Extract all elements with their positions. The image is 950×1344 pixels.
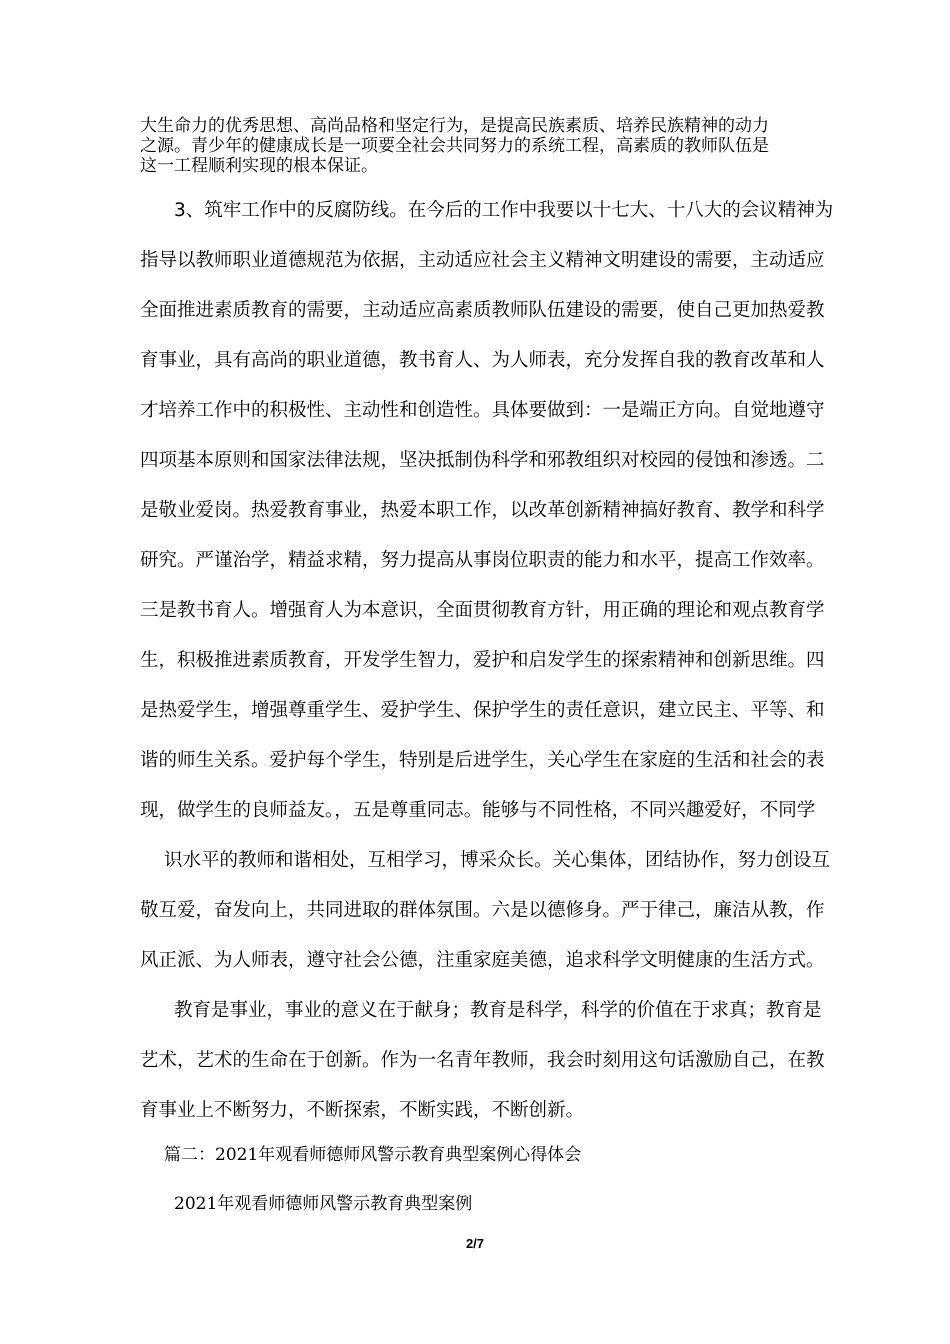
paragraph-line: 谐的师生关系。爱护每个学生，特别是后进学生，关心学生在家庭的生活和社会的表 [140, 750, 825, 771]
paragraph-line: 教育是事业，事业的意义在于献身；教育是科学，科学的价值在于求真；教育是 [174, 1000, 822, 1021]
paragraph-line: 是敬业爱岗。热爱教育事业，热爱本职工作，以改革创新精神搞好教育、教学和科学 [140, 500, 825, 521]
paragraph-line: 指导以教师职业道德规范为依据，主动适应社会主义精神文明建设的需要，主动适应 [140, 250, 825, 271]
paragraph-line: 是热爱学生，增强尊重学生、爱护学生、保护学生的责任意识，建立民主、平等、和 [140, 700, 825, 721]
intro-line-3: 这一工程顺利实现的根本保证。 [140, 156, 378, 176]
paragraph-line: 识水平的教师和谐相处，互相学习，博采众长。关心集体，团结协作，努力创设互 [164, 850, 831, 871]
paragraph-line: 生，积极推进素质教育，开发学生智力，爱护和启发学生的探索精神和创新思维。四 [140, 650, 825, 671]
intro-line-2: 之源。青少年的健康成长是一项要全社会共同努力的系统工程，高素质的教师队伍是 [140, 136, 769, 156]
paragraph-line: 全面推进素质教育的需要，主动适应高素质教师队伍建设的需要，使自己更加热爱教 [140, 300, 825, 321]
paragraph-line: 育事业，具有高尚的职业道德，教书育人、为人师表，充分发挥自我的教育改革和人 [140, 350, 825, 371]
page-number: 2/7 [465, 1236, 485, 1251]
section-heading: 篇二：2021年观看师德师风警示教育典型案例心得体会 [164, 1145, 582, 1165]
paragraph-line: 三是教书育人。增强育人为本意识，全面贯彻教育方针，用正确的理论和观点教育学 [140, 600, 825, 621]
paragraph-line: 育事业上不断努力，不断探索，不断实践，不断创新。 [140, 1100, 585, 1121]
paragraph-line: 才培养工作中的积极性、主动性和创造性。具体要做到：一是端正方向。自觉地遵守 [140, 400, 825, 421]
paragraph-line: 风正派、为人师表，遵守社会公德，注重家庭美德，追求科学文明健康的生活方式。 [140, 950, 825, 971]
paragraph-line: 敬互爱，奋发向上，共同进取的群体氛围。六是以德修身。严于律己，廉洁从教，作 [140, 900, 825, 921]
paragraph-line: 艺术，艺术的生命在于创新。作为一名青年教师，我会时刻用这句话激励自己，在教 [140, 1050, 825, 1071]
paragraph-line: 3、筑牢工作中的反腐防线。在今后的工作中我要以十七大、十八大的会议精神为 [174, 200, 834, 221]
paragraph-line: 现，做学生的良师益友。，五是尊重同志。能够与不同性格，不同兴趣爱好，不同学 [140, 800, 816, 821]
paragraph-line: 四项基本原则和国家法律法规，坚决抵制伪科学和邪教组织对校园的侵蚀和渗透。二 [140, 450, 825, 471]
section-subheading: 2021年观看师德师风警示教育典型案例 [174, 1194, 473, 1214]
paragraph-line: 研究。严谨治学，精益求精，努力提高从事岗位职责的能力和水平，提高工作效率。 [140, 550, 825, 571]
intro-line-1: 大生命力的优秀思想、高尚品格和坚定行为，是提高民族素质、培养民族精神的动力 [140, 116, 769, 136]
